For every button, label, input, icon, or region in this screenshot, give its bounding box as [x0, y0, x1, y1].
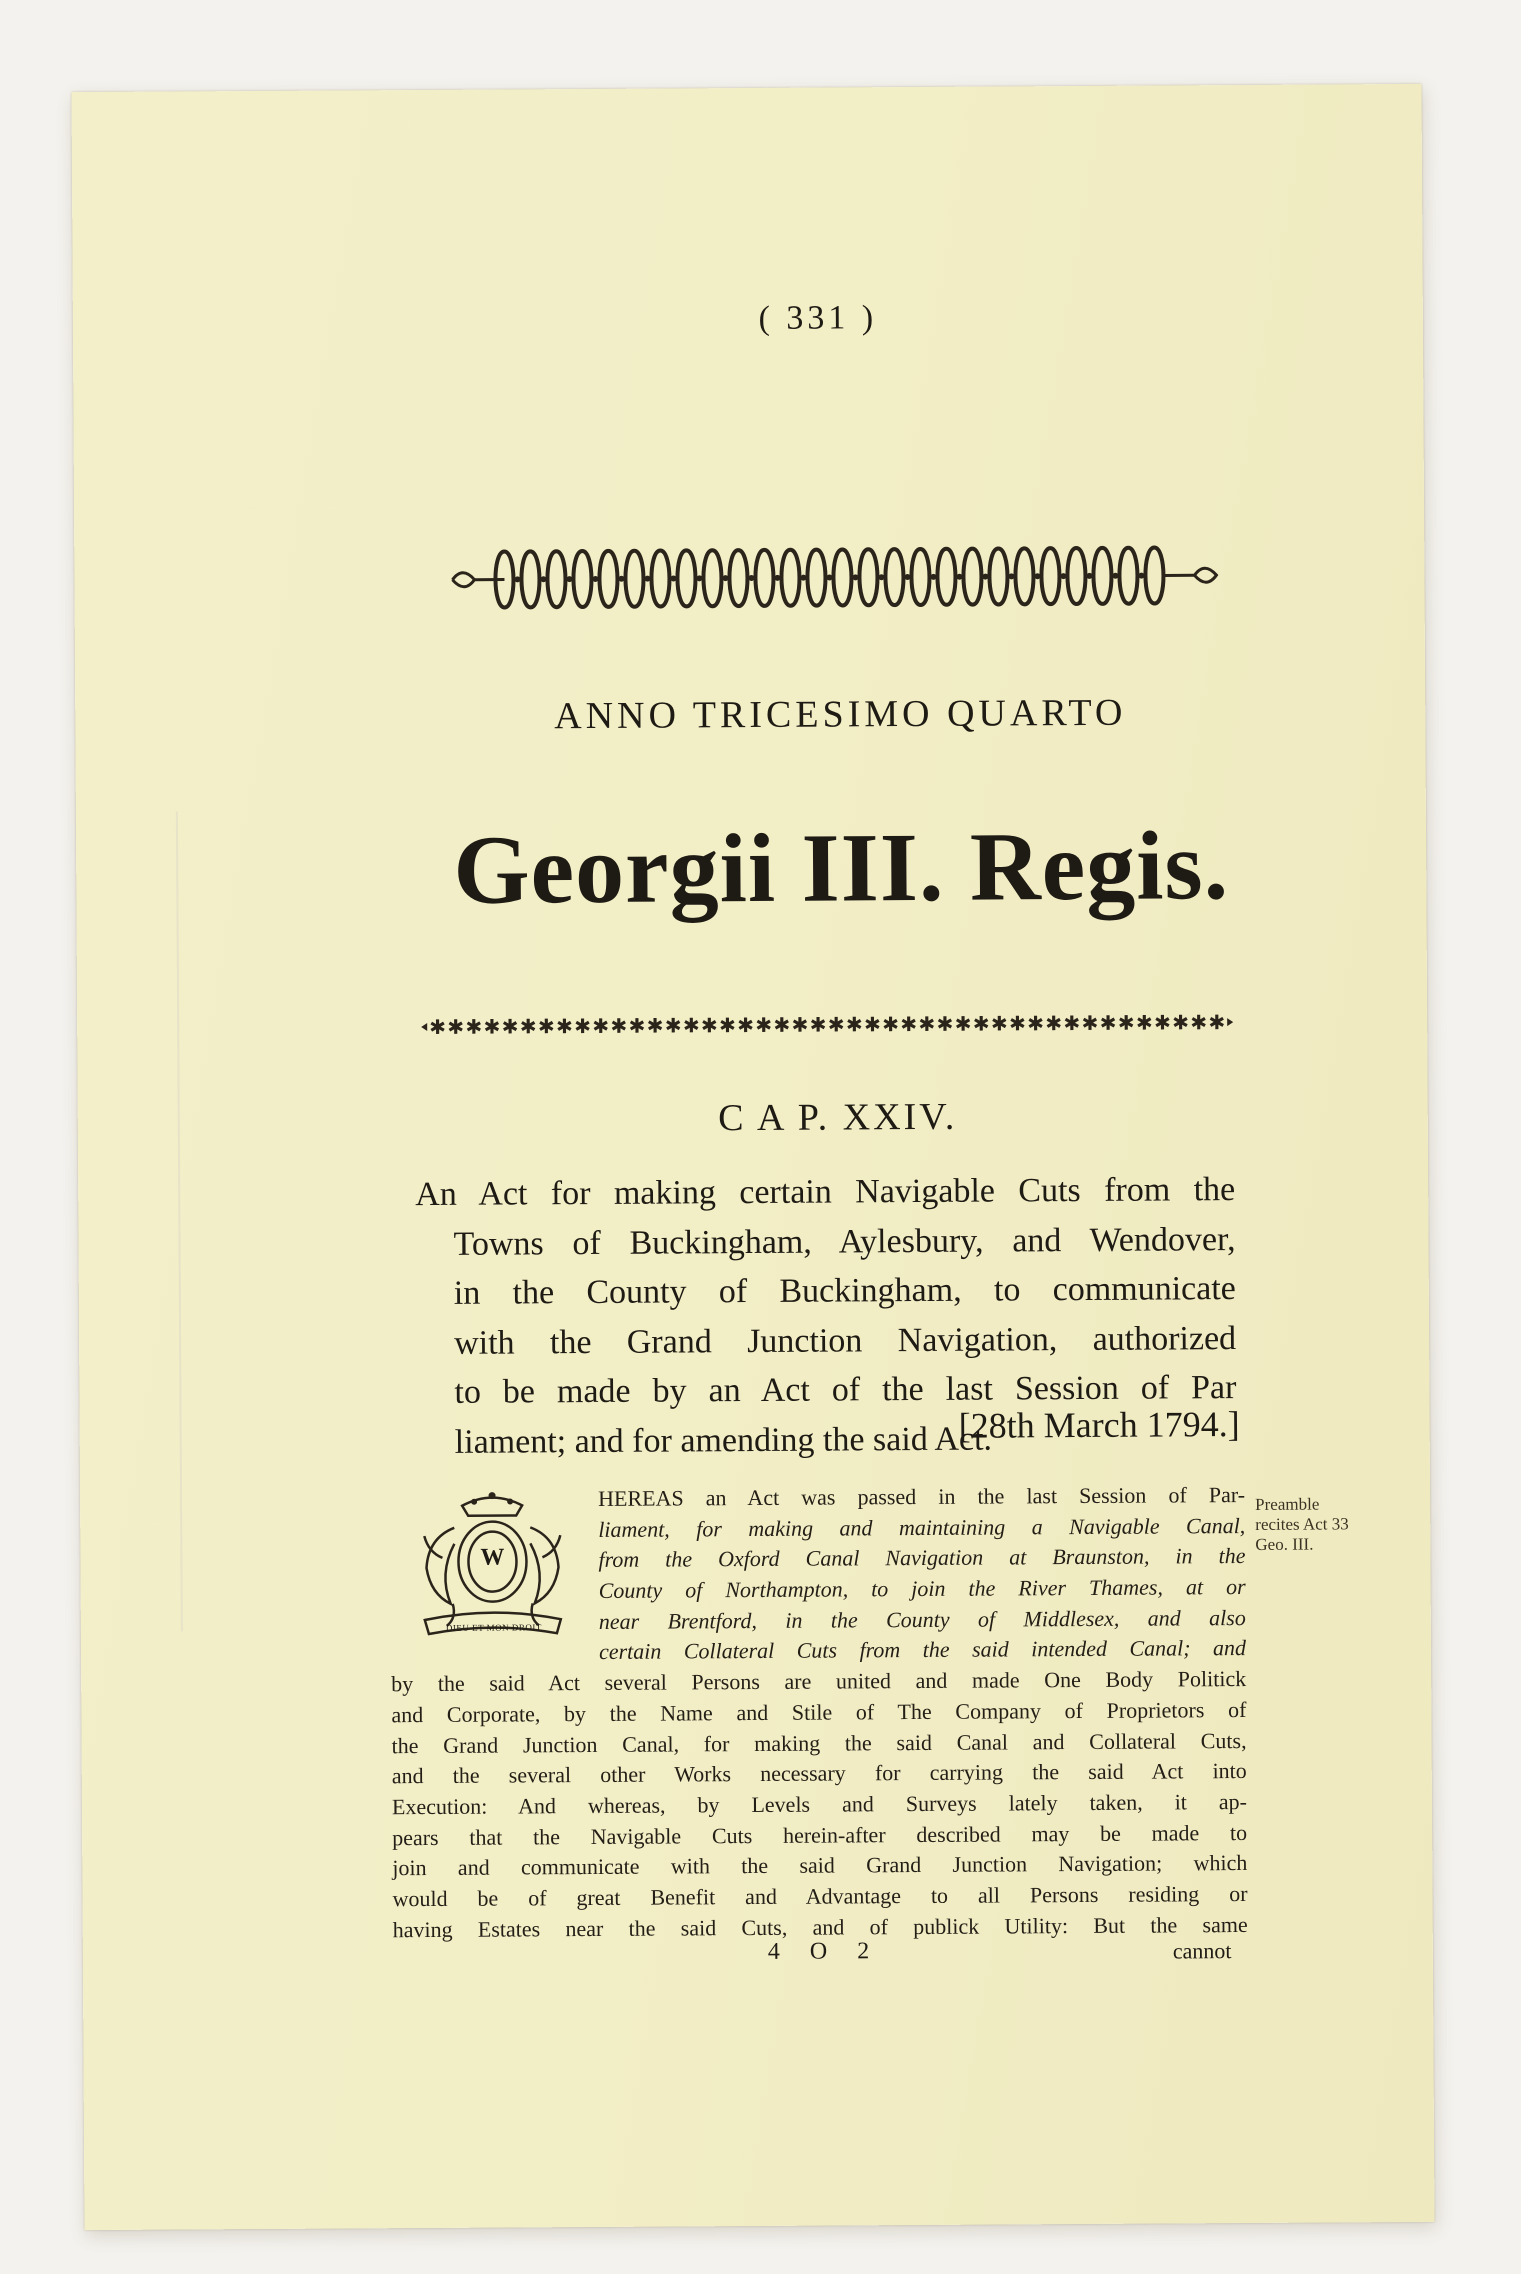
- chapter-heading: C A P. XXIV.: [718, 1095, 958, 1140]
- ornament-band-icon: [444, 533, 1224, 622]
- act-title-line: Towns of Buckingham, Aylesbury, and Wendover,: [453, 1220, 1236, 1263]
- body-line: from the Oxford Canal Navigation at Braunston, in the: [598, 1543, 1246, 1573]
- body-line: by the said Act several Persons are united and made One Body Politick: [391, 1666, 1247, 1697]
- body-line: pears that the Navigable Cuts herein-after described may be made to: [392, 1819, 1248, 1850]
- catchword: cannot: [1172, 1938, 1232, 1964]
- body-line: HEREAS an Act was passed in the last Session of Par-: [598, 1482, 1246, 1511]
- body-line: liament, for making and maintaining a Navigable Canal,: [598, 1512, 1246, 1542]
- act-title-line: with the Grand Junction Navigation, authorized: [454, 1319, 1237, 1362]
- act-date: [28th March 1794.]: [958, 1404, 1240, 1446]
- body-line: having Estates near the said Cuts, and of publick Utility: But the same: [392, 1911, 1248, 1942]
- body-line: and Corporate, by the Name and Stile of The Company of Proprietors of: [391, 1696, 1247, 1728]
- body-line: Execution: And whereas, by Levels and Surveys lately taken, it ap-: [391, 1788, 1248, 1820]
- body-line: join and communicate with the said Grand Junction Navigation; which: [392, 1850, 1248, 1881]
- act-title-line: An Act for making certain Navigable Cuts from the: [415, 1171, 1236, 1214]
- crest-initial: W: [480, 1544, 505, 1571]
- svg-text:✱✱✱✱✱✱✱✱✱✱✱✱✱✱✱✱✱✱✱✱✱✱✱✱✱✱✱✱✱✱: ✱✱✱✱✱✱✱✱✱✱✱✱✱✱✱✱✱✱✱✱✱✱✱✱✱✱✱✱✱✱✱✱✱✱✱✱✱✱✱✱✱✱✱✱: [429, 1010, 1226, 1039]
- body-line: would be of great Benefit and Advantage to all Persons residing or: [392, 1880, 1248, 1912]
- monarch-title: Georgii III. Regis.: [453, 812, 1230, 925]
- body-line: and the several other Works necessary for carrying the said Act into: [391, 1758, 1247, 1789]
- body-line: certain Collateral Cuts from the said intended Canal; and: [598, 1635, 1247, 1665]
- act-title-line: liament; and for amending the said Act.: [454, 1420, 993, 1461]
- body-line: County of Northampton, to join the River Thames, at or: [598, 1574, 1246, 1604]
- regnal-year-heading: ANNO TRICESIMO QUARTO: [554, 691, 1127, 738]
- crest-motto: DIEU ET MON DROIT: [445, 1622, 542, 1633]
- page-number: ( 331 ): [758, 299, 878, 337]
- margin-note: Preamble recites Act 33 Geo. III.: [1255, 1494, 1349, 1554]
- preamble-text: [390, 1480, 1248, 1946]
- body-line: the Grand Junction Canal, for making the said Canal and Collateral Cuts,: [391, 1727, 1247, 1758]
- signature-mark: 4 O 2: [767, 1938, 882, 1965]
- body-line: near Brentford, in the County of Middlesex, and also: [598, 1604, 1246, 1634]
- act-title-line: to be made by an Act of the last Session of Par: [454, 1369, 1237, 1411]
- act-title-line: in the County of Buckingham, to communicate: [453, 1270, 1236, 1312]
- document-page: [71, 84, 1434, 2230]
- star-rule-icon: [417, 1007, 1237, 1042]
